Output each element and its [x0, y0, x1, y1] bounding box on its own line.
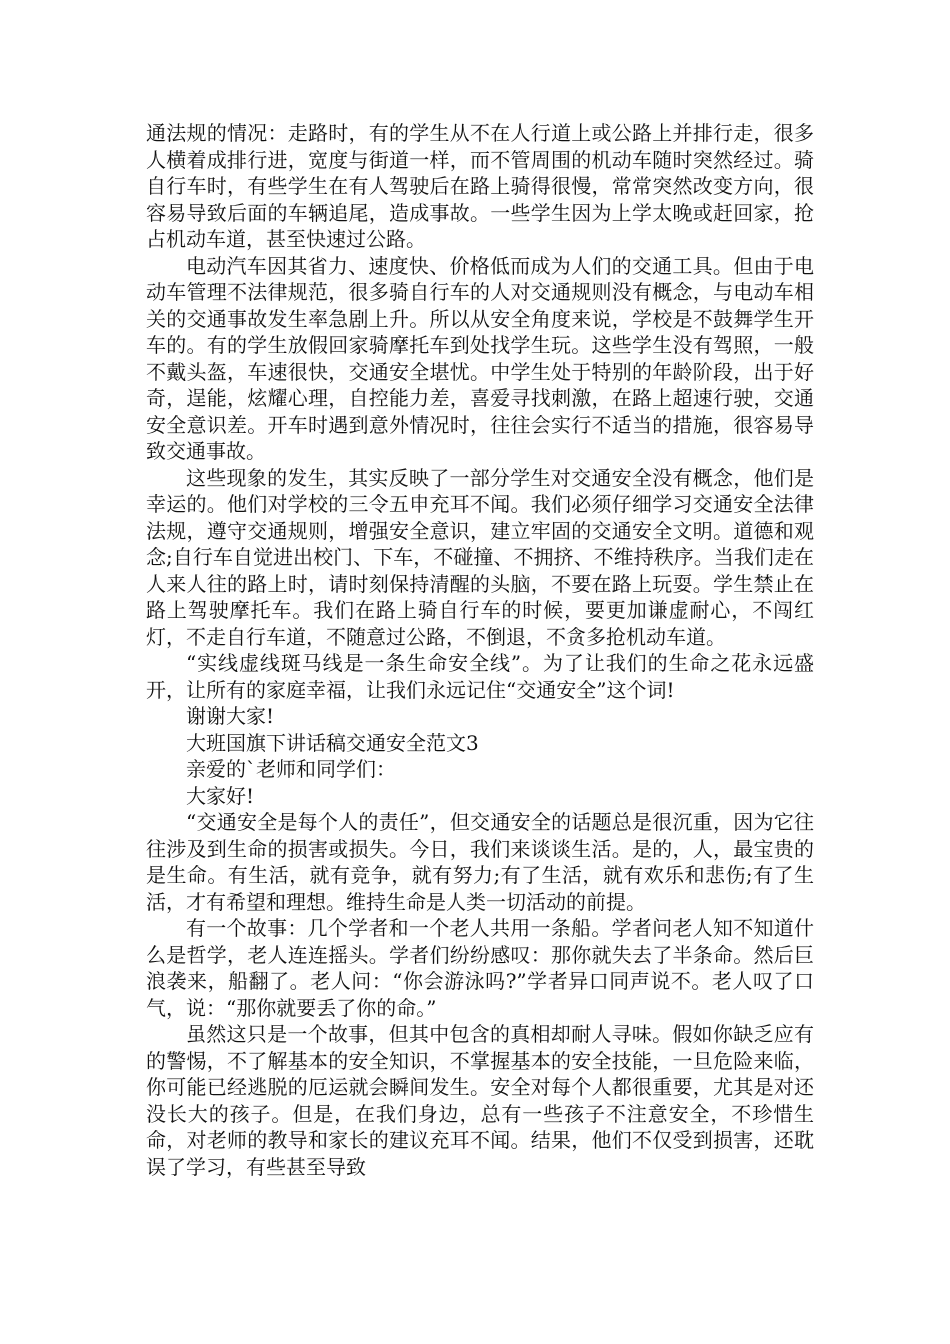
paragraph: 这些现象的发生，其实反映了一部分学生对交通安全没有概念，他们是幸运的。他们对学校的三令五申充耳不闻。我们必须仔细学习交通安全法律法规，遵守交通规则，增强安全意识，建立牢固的交通安全文明。道德和观念;自行车自觉进出校门、下车，不碰撞、不拥挤、不维持秩序。当我们走在人来人往的路上时，请时刻保持清醒的头脑，不要在路上玩耍。学生禁止在路上驾驶摩托车。我们在路上骑自行车的时候，要更加谦虚耐心，不闯红灯，不走自行车道，不随意过公路，不倒退，不贪多抢机动车道。: [146, 465, 814, 649]
paragraph: “实线虚线斑马线是一条生命安全线”。为了让我们的生命之花永远盛开，让所有的家庭幸福，让我们永远记住“交通安全”这个词!: [146, 651, 814, 702]
paragraph: 虽然这只是一个故事，但其中包含的真相却耐人寻味。假如你缺乏应有的警惕，不了解基本的安全知识，不掌握基本的安全技能，一旦危险来临，你可能已经逃脱的厄运就会瞬间发生。安全对每个人都很重要，尤其是对还没长大的孩子。但是，在我们身边，总有一些孩子不注意安全，不珍惜生命，对老师的教导和家长的建议充耳不闻。结果，他们不仅受到损害，还耽误了学习，有些甚至导致: [146, 1022, 814, 1179]
closing-line: 谢谢大家!: [186, 704, 275, 728]
paragraph: 有一个故事：几个学者和一个老人共用一条船。学者问老人知不知道什么是哲学，老人连连摇头。学者们纷纷感叹：那你就失去了半条命。然后巨浪袭来，船翻了。老人问：“你会游泳吗?”学者异口同声说不。老人叹了口气，说：“那你就要丢了你的命。”: [146, 916, 814, 1020]
greeting: 大家好!: [186, 783, 255, 808]
section-heading: 大班国旗下讲话稿交通安全范文3: [186, 730, 479, 755]
document-page: [146, 120, 814, 1180]
paragraph: 电动汽车因其省力、速度快、价格低而成为人们的交通工具。但由于电动车管理不法律规范，很多骑自行车的人对交通规则没有概念，与电动车相关的交通事故发生率急剧上升。所以从安全角度来说，学校是不鼓舞学生开车的。有的学生放假回家骑摩托车到处找学生玩。这些学生没有驾照，一般不戴头盔，车速很快，交通安全堪忧。中学生处于特别的年龄阶段，出于好奇，逞能，炫耀心理，自控能力差，喜爱寻找刺激，在路上超速行驶，交通安全意识差。开车时遇到意外情况时，往往会实行不适当的措施，很容易导致交通事故。: [146, 253, 814, 463]
paragraph: 通法规的情况：走路时，有的学生从不在人行道上或公路上并排行走，很多人横着成排行进，宽度与街道一样，而不管周围的机动车随时突然经过。骑自行车时，有些学生在有人驾驶后在路上骑得很慢，常常突然改变方向，很容易导致后面的车辆追尾，造成事故。一些学生因为上学太晚或赶回家，抢占机动车道，甚至快速过公路。: [146, 121, 814, 251]
paragraph: “交通安全是每个人的责任”，但交通安全的话题总是很沉重，因为它往往涉及到生命的损害或损失。今日，我们来谈谈生活。是的，人，最宝贵的是生命。有生活，就有竞争，就有努力;有了生活，就有欢乐和悲伤;有了生活，才有希望和理想。维持生命是人类一切活动的前提。: [146, 810, 814, 914]
salutation: 亲爱的`老师和同学们：: [186, 757, 396, 781]
